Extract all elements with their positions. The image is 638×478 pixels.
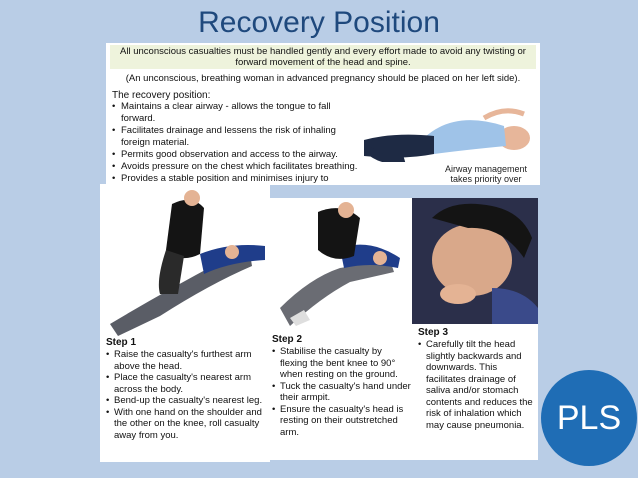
list-item: • Permits good observation and access to the airway. [112, 149, 362, 161]
airway-caption: Airway management takes priority over [444, 164, 528, 184]
list-item: • Raise the casualty's furthest arm above the head. [106, 349, 268, 372]
recovery-benefits-list [112, 101, 362, 197]
intro-text: All unconscious casualties must be handled gently and every effort made to avoid any twisting or forward movement of the head and spine. [110, 45, 536, 69]
step-3-panel [412, 198, 538, 460]
list-item: • Avoids pressure on the chest which facilitates breathing. [112, 161, 362, 173]
list-item: • Stabilise the casualty by flexing the bent knee to 90° when resting on the ground. [272, 346, 412, 381]
step-2-list [272, 346, 412, 438]
pregnancy-note: (An unconscious, breathing woman in advanced pregnancy should be placed on her left side). [125, 73, 521, 84]
step-1-panel [100, 184, 270, 462]
recovery-info-panel [106, 43, 540, 185]
list-item: • Maintains a clear airway - allows the tongue to fall forward. [112, 101, 362, 125]
pls-badge: PLS [541, 370, 637, 466]
step-1-list [106, 349, 268, 441]
page-title: Recovery Position [198, 6, 440, 39]
step-3-title: Step 3 [418, 327, 449, 338]
recovery-position-heading: The recovery position: [112, 90, 211, 101]
recovery-position-photo [364, 88, 538, 162]
list-item: • With one hand on the shoulder and the other on the knee, roll casualty away from you. [106, 407, 268, 442]
list-item: • Ensure the casualty's head is resting on their outstretched arm. [272, 404, 412, 439]
step-3-list [418, 339, 536, 431]
list-item: • Carefully tilt the head slightly backwards and downwards. This facilitates drainage of saliva and/or stomach contents and reduces the risk of inhalation which may cause pneumonia. [418, 339, 536, 431]
step-2-photo [270, 198, 412, 332]
step-2-panel [270, 198, 412, 460]
list-item: • Provides a stable position and minimises injury to [112, 173, 362, 197]
list-item: • Bend-up the casualty's nearest leg. [106, 395, 268, 407]
list-item: • Tuck the casualty's hand under their armpit. [272, 381, 412, 404]
step-2-title: Step 2 [272, 334, 303, 345]
list-item: • Place the casualty's nearest arm across the body. [106, 372, 268, 395]
step-1-title: Step 1 [106, 337, 137, 348]
step-1-photo [100, 184, 270, 336]
list-item: • Facilitates drainage and lessens the risk of inhaling foreign material. [112, 125, 362, 149]
step-3-photo [412, 198, 538, 324]
